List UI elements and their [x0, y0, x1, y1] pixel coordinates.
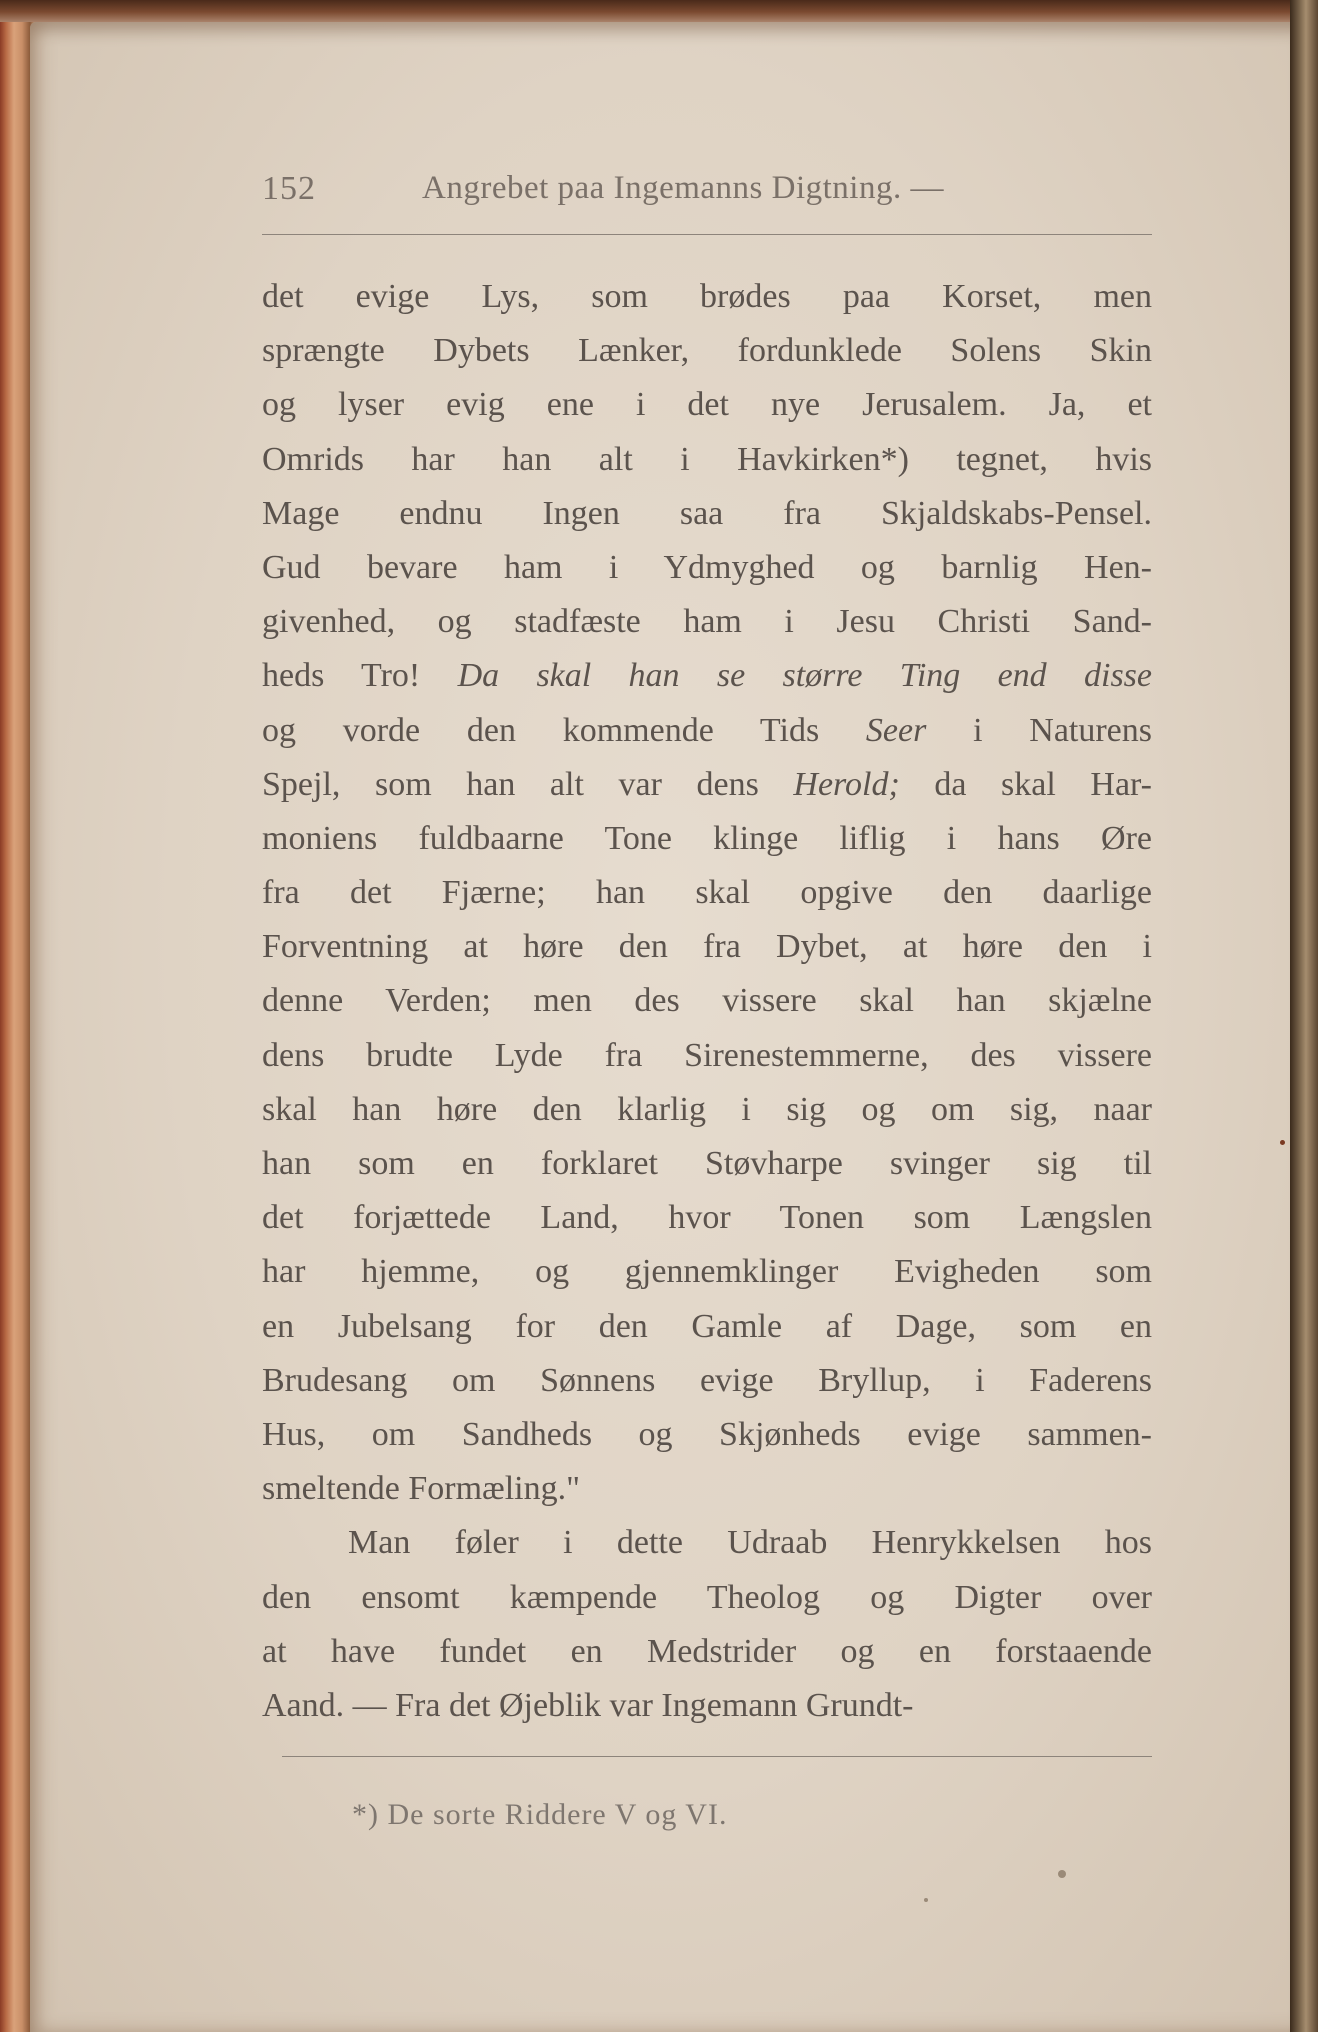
text-line: [262, 1191, 1152, 1245]
text-line: [262, 1245, 1152, 1299]
text-line: [262, 704, 1152, 758]
text-segment: det evige Lys, som brødes paa Korset, men: [262, 278, 1152, 315]
page-number: 152: [262, 170, 316, 207]
text-segment: han som en forklaret Støvharpe svinger sig til: [262, 1145, 1152, 1182]
text-line: [262, 487, 1152, 541]
text-segment: Man føler i dette Udraab Henrykkelsen hos: [348, 1524, 1152, 1562]
text-segment: Spejl, som han alt var dens: [262, 765, 794, 803]
text-segment: og vorde den kommende Tids: [262, 711, 866, 749]
text-line: [262, 324, 1152, 378]
text-segment: fra det Fjærne; han skal opgive den daarlige: [262, 874, 1152, 912]
text-line: [262, 974, 1152, 1028]
text-line: [262, 433, 1152, 487]
text-line: [262, 541, 1152, 595]
text-segment: Hus, om Sandheds og Skjønheds evige sammen-: [262, 1415, 1152, 1453]
text-line: [262, 758, 1152, 812]
paper-speck: [924, 1898, 928, 1902]
text-segment: skal han høre den klarlig i sig og om sig, naar: [262, 1090, 1152, 1128]
text-segment: en Jubelsang for den Gamle af Dage, som en: [262, 1307, 1152, 1345]
text-line: [262, 1679, 1152, 1733]
text-line: [262, 1408, 1152, 1462]
text-line: [262, 595, 1152, 649]
text-line: [262, 812, 1152, 866]
text-line: [262, 1083, 1152, 1137]
text-segment: i Naturens: [926, 711, 1153, 749]
text-segment: da skal Har-: [899, 765, 1152, 803]
text-segment: Aand. — Fra det Øjeblik var Ingemann Grundt-: [262, 1686, 914, 1724]
text-segment: denne Verden; men des vissere skal han skjælne: [262, 982, 1152, 1020]
footnote-rule: [282, 1756, 1152, 1757]
text-line: [262, 1625, 1152, 1679]
text-segment: Mage endnu Ingen saa fra Skjaldskabs-Pensel.: [262, 494, 1152, 532]
text-segment: Omrids har han alt i Havkirken*) tegnet, hvis: [262, 440, 1152, 478]
italic-text: Herold;: [793, 765, 900, 803]
text-segment: smeltende Formæling.": [262, 1470, 580, 1508]
text-line: [262, 1571, 1152, 1625]
footnote: *) De sorte Riddere V og VI.: [352, 1798, 728, 1831]
text-line: [262, 1516, 1152, 1570]
text-line: [262, 1300, 1152, 1354]
text-line: [262, 866, 1152, 920]
text-line: [262, 1029, 1152, 1083]
paper-speck: [1280, 1140, 1285, 1145]
header-rule: [262, 234, 1152, 235]
book-top-edge: [0, 0, 1318, 22]
text-segment: Gud bevare ham i Ydmyghed og barnlig Hen-: [262, 548, 1152, 586]
text-segment: det forjættede Land, hvor Tonen som Længslen: [262, 1199, 1152, 1237]
italic-text: Da skal han se større Ting end disse: [457, 657, 1152, 695]
text-segment: heds Tro!: [262, 657, 458, 695]
running-head: Angrebet paa Ingemanns Digtning. —: [422, 170, 944, 206]
text-line: [262, 1354, 1152, 1408]
text-line: [262, 1462, 1152, 1516]
body-text: [262, 270, 1152, 1733]
paper-speck: [1058, 1870, 1066, 1878]
italic-text: Seer: [865, 711, 927, 749]
text-segment: og lyser evig ene i det nye Jerusalem. Ja, et: [262, 386, 1152, 424]
text-line: [262, 649, 1152, 703]
text-segment: Forventning at høre den fra Dybet, at høre den i: [262, 928, 1152, 966]
text-line: [262, 270, 1152, 324]
text-segment: dens brudte Lyde fra Sirenestemmerne, des vissere: [262, 1036, 1152, 1074]
text-segment: Brudesang om Sønnens evige Bryllup, i Faderens: [262, 1361, 1152, 1399]
text-segment: moniens fuldbaarne Tone klinge liflig i hans Øre: [262, 819, 1152, 857]
text-segment: sprængte Dybets Lænker, fordunklede Solens Skin: [262, 332, 1152, 370]
text-line: [262, 920, 1152, 974]
text-segment: at have fundet en Medstrider og en forstaaende: [262, 1632, 1152, 1670]
text-segment: givenhed, og stadfæste ham i Jesu Christi Sand-: [262, 603, 1152, 641]
text-line: [262, 378, 1152, 432]
text-segment: har hjemme, og gjennemklinger Evigheden som: [262, 1253, 1152, 1291]
text-line: [262, 1137, 1152, 1191]
book-right-edge: [1290, 0, 1318, 2032]
page-header: [262, 170, 1152, 220]
text-segment: den ensomt kæmpende Theolog og Digter over: [262, 1578, 1152, 1616]
